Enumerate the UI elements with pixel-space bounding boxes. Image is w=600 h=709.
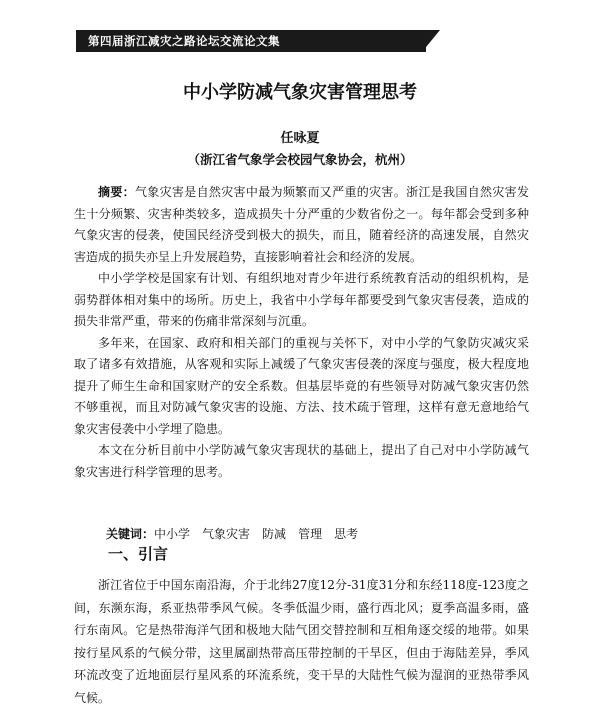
abstract-text: 气象灾害是自然灾害中最为频繁而又严重的灾害。浙江是我国自然灾害发生十分频繁、灾害种类较多，造成损失十分严重的少数省份之一。每年都会受到多种气象灾害的侵袭，使国民经济受到极大的损失，而且，随着经济的高速发展，自然灾害造成的损失亦呈上升发展趋势，直接影响着社会和经济的发展。: [74, 185, 529, 264]
section-heading-introduction: 一、引言: [108, 545, 169, 563]
author-name: 任咏夏: [280, 131, 320, 146]
abstract-label: 摘要：: [98, 185, 135, 199]
keywords-line: [106, 525, 358, 542]
banner-tail-shape: [422, 30, 440, 52]
introduction-block: [74, 574, 529, 709]
paper-title: 中小学防减气象灾害管理思考: [183, 82, 417, 103]
introduction-paragraph: 浙江省位于中国东南沿海，介于北纬27度12分-31度31分和东经118度-123度之间，东濒东海，系亚热带季风气候。冬季低温少雨，盛行西北风；夏季高温多雨，盛行东南风。它是热带海洋气团和极地大陆气团交替控制和互相角逐交绥的地带。如果按行星风系的气候分带，这里属副热带高压带控制的干旱区，但由于海陆差异，季风环流改变了近地面层行星风系的环流系统，变干旱的大陆性气候为湿润的亚热带季风气候。: [74, 578, 529, 705]
body-paragraph: 多年来，在国家、政府和相关部门的重视与关怀下，对中小学的气象防灾减灾采取了诸多有效措施，从客观和实际上减缓了气象灾害侵袭的深度与强度，极大程度地提升了师生生命和国家财产的安全系数。但基层毕竟的有些领导对防减气象灾害仍然不够重视，而且对防减气象灾害的设施、方法、技术疏于管理，这样有意无意地给气象灾害侵袭中小学埋了隐患。: [74, 335, 529, 436]
keyword: 防减: [262, 527, 287, 541]
author-affiliation: （浙江省气象学会校园气象协会，杭州）: [187, 152, 413, 167]
body-paragraph: 本文在分析目前中小学防减气象灾害现状的基础上，提出了自己对中小学防减气象灾害进行科学管理的思考。: [74, 443, 529, 479]
proceedings-banner-text: 第四届浙江减灾之路论坛交流论文集: [76, 30, 426, 52]
abstract-block: [74, 182, 529, 483]
keyword: 气象灾害: [202, 527, 251, 541]
body-paragraph: 中小学学校是国家有计划、有组织地对青少年进行系统教育活动的组织机构，是弱势群体相对集中的场所。历史上，我省中小学每年都要受到气象灾害侵袭，造成的损失非常严重，带来的伤痛非常深刻与沉重。: [74, 271, 529, 328]
abstract-paragraph: [74, 182, 529, 268]
proceedings-banner: [76, 30, 448, 52]
keyword: 思考: [334, 527, 359, 541]
keywords-label: 关键词：: [106, 527, 155, 541]
keyword: 管理: [298, 527, 323, 541]
keyword: 中小学: [154, 527, 191, 541]
